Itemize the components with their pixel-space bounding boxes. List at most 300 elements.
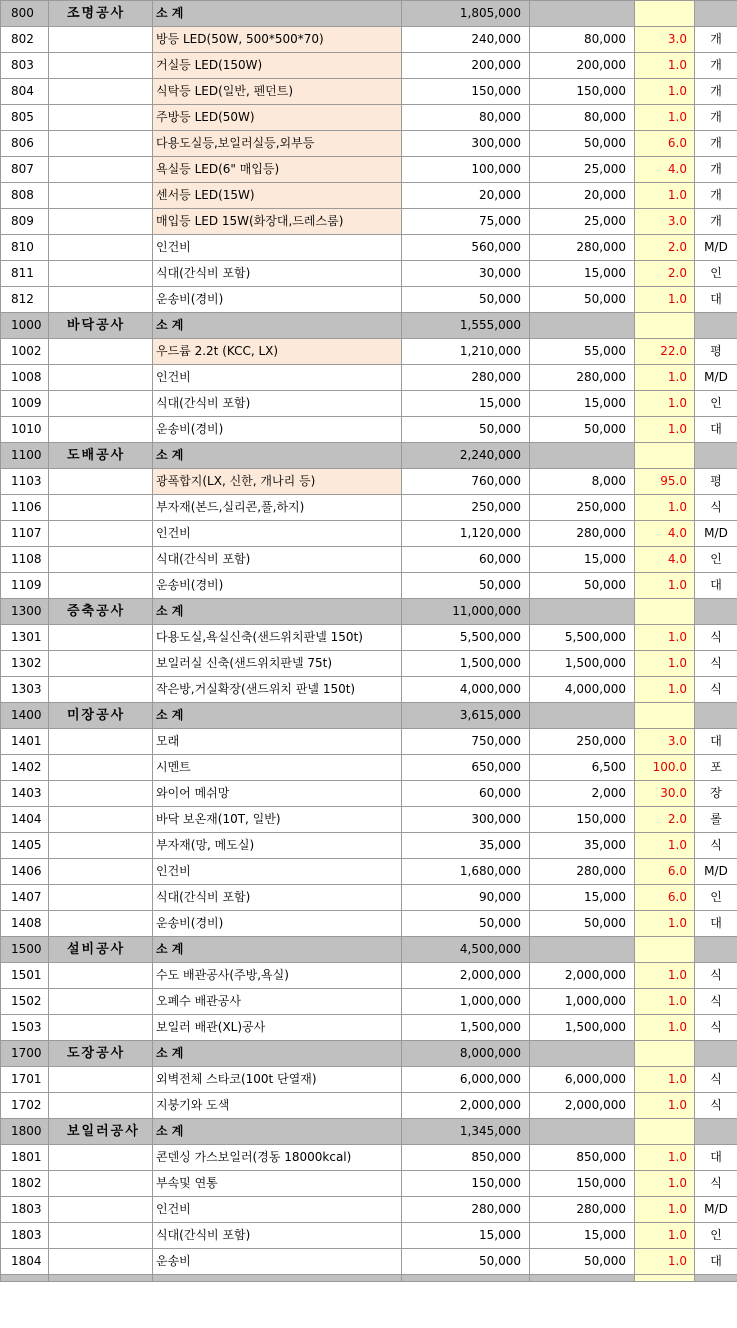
qty-cell[interactable]: 1.0 [635, 1249, 695, 1275]
item-name-cell[interactable]: 바닥 보온재(10T, 일반) [153, 807, 402, 833]
unit-price-cell[interactable]: 150,000 [530, 1171, 635, 1197]
unit-cell[interactable]: 인 [695, 391, 737, 417]
unit-price-cell[interactable]: 15,000 [530, 885, 635, 911]
unit-price-cell[interactable]: 250,000 [530, 495, 635, 521]
unit-price-cell[interactable] [530, 937, 635, 963]
item-name-cell[interactable]: 식대(간식비 포함) [153, 547, 402, 573]
qty-cell[interactable]: 1.0 [635, 677, 695, 703]
qty-cell[interactable]: 1.0 [635, 1093, 695, 1119]
code-cell[interactable]: 1500 [1, 937, 49, 963]
unit-cell[interactable] [695, 443, 737, 469]
unit-price-cell[interactable]: 25,000 [530, 157, 635, 183]
qty-cell[interactable]: 1.0 [635, 1171, 695, 1197]
qty-cell[interactable] [635, 703, 695, 729]
code-cell[interactable]: 812 [1, 287, 49, 313]
qty-cell[interactable]: 1.0 [635, 963, 695, 989]
qty-cell[interactable]: 95.0 [635, 469, 695, 495]
amount-cell[interactable]: 50,000 [402, 911, 530, 937]
unit-cell[interactable]: 개 [695, 53, 737, 79]
item-name-cell[interactable]: 식탁등 LED(일반, 펜던트) [153, 79, 402, 105]
unit-cell[interactable]: M/D [695, 521, 737, 547]
subtotal-label-cell[interactable]: 소 계 [153, 1119, 402, 1145]
subtotal-amount-cell[interactable]: 2,240,000 [402, 443, 530, 469]
unit-price-cell[interactable]: 280,000 [530, 1197, 635, 1223]
unit-price-cell[interactable]: 5,500,000 [530, 625, 635, 651]
item-name-cell[interactable]: 매입등 LED 15W(화장대,드레스룸) [153, 209, 402, 235]
item-name-cell[interactable]: 식대(간식비 포함) [153, 391, 402, 417]
amount-cell[interactable]: 15,000 [402, 1223, 530, 1249]
unit-cell[interactable]: 롤 [695, 807, 737, 833]
item-name-cell[interactable]: 모래 [153, 729, 402, 755]
item-name-cell[interactable]: 운송비(경비) [153, 417, 402, 443]
qty-cell[interactable]: 1.0 [635, 53, 695, 79]
code-cell[interactable]: 1002 [1, 339, 49, 365]
item-name-cell[interactable]: 운송비(경비) [153, 287, 402, 313]
code-cell[interactable]: 800 [1, 1, 49, 27]
amount-cell[interactable]: 60,000 [402, 781, 530, 807]
code-cell[interactable]: 1402 [1, 755, 49, 781]
unit-cell[interactable]: 개 [695, 183, 737, 209]
unit-cell[interactable]: M/D [695, 859, 737, 885]
amount-cell[interactable]: 20,000 [402, 183, 530, 209]
category-cell[interactable] [49, 105, 153, 131]
item-name-cell[interactable]: 외벽전체 스타코(100t 단열재) [153, 1067, 402, 1093]
qty-cell[interactable]: 1.0 [635, 833, 695, 859]
code-cell[interactable]: 1804 [1, 1249, 49, 1275]
qty-cell[interactable]: 2.0 [635, 261, 695, 287]
item-name-cell[interactable]: 운송비(경비) [153, 573, 402, 599]
qty-cell[interactable]: 4.0 [635, 157, 695, 183]
unit-cell[interactable]: M/D [695, 365, 737, 391]
amount-cell[interactable]: 80,000 [402, 105, 530, 131]
category-cell[interactable] [49, 287, 153, 313]
unit-cell[interactable]: M/D [695, 235, 737, 261]
qty-cell[interactable]: 2.0 [635, 807, 695, 833]
item-name-cell[interactable]: 지붕기와 도색 [153, 1093, 402, 1119]
item-name-cell[interactable]: 식대(간식비 포함) [153, 1223, 402, 1249]
code-cell[interactable]: 1803 [1, 1197, 49, 1223]
qty-cell[interactable] [635, 1119, 695, 1145]
amount-cell[interactable]: 1,120,000 [402, 521, 530, 547]
category-cell[interactable] [49, 1015, 153, 1041]
code-cell[interactable]: 1407 [1, 885, 49, 911]
unit-price-cell[interactable]: 2,000,000 [530, 963, 635, 989]
category-cell[interactable] [49, 183, 153, 209]
qty-cell[interactable]: 1.0 [635, 911, 695, 937]
unit-price-cell[interactable] [530, 1, 635, 27]
amount-cell[interactable]: 2,000,000 [402, 1093, 530, 1119]
item-name-cell[interactable]: 센서등 LED(15W) [153, 183, 402, 209]
category-cell[interactable] [49, 989, 153, 1015]
category-cell[interactable]: 도배공사 [49, 443, 153, 469]
unit-price-cell[interactable]: 150,000 [530, 807, 635, 833]
code-cell[interactable]: 1400 [1, 703, 49, 729]
code-cell[interactable]: 808 [1, 183, 49, 209]
amount-cell[interactable]: 300,000 [402, 807, 530, 833]
amount-cell[interactable]: 4,000,000 [402, 677, 530, 703]
item-name-cell[interactable]: 부속및 연통 [153, 1171, 402, 1197]
category-cell[interactable] [49, 573, 153, 599]
unit-price-cell[interactable] [530, 313, 635, 339]
qty-cell[interactable]: 1.0 [635, 1015, 695, 1041]
amount-cell[interactable]: 6,000,000 [402, 1067, 530, 1093]
amount-cell[interactable]: 560,000 [402, 235, 530, 261]
unit-cell[interactable]: 개 [695, 157, 737, 183]
unit-cell[interactable]: 개 [695, 79, 737, 105]
category-cell[interactable] [49, 859, 153, 885]
partial-cell[interactable] [1, 1275, 49, 1282]
category-cell[interactable] [49, 677, 153, 703]
unit-price-cell[interactable]: 35,000 [530, 833, 635, 859]
unit-price-cell[interactable]: 15,000 [530, 1223, 635, 1249]
category-cell[interactable] [49, 157, 153, 183]
unit-price-cell[interactable]: 55,000 [530, 339, 635, 365]
qty-cell[interactable]: 1.0 [635, 573, 695, 599]
unit-cell[interactable]: 식 [695, 833, 737, 859]
item-name-cell[interactable]: 부자재(망, 메도실) [153, 833, 402, 859]
subtotal-amount-cell[interactable]: 8,000,000 [402, 1041, 530, 1067]
code-cell[interactable]: 1107 [1, 521, 49, 547]
unit-cell[interactable]: 대 [695, 1249, 737, 1275]
code-cell[interactable]: 807 [1, 157, 49, 183]
qty-cell[interactable]: 1.0 [635, 1067, 695, 1093]
unit-cell[interactable] [695, 313, 737, 339]
unit-price-cell[interactable]: 1,000,000 [530, 989, 635, 1015]
unit-cell[interactable]: 인 [695, 261, 737, 287]
unit-price-cell[interactable]: 200,000 [530, 53, 635, 79]
qty-cell[interactable]: 1.0 [635, 391, 695, 417]
category-cell[interactable] [49, 755, 153, 781]
category-cell[interactable] [49, 261, 153, 287]
category-cell[interactable] [49, 963, 153, 989]
qty-cell[interactable]: 1.0 [635, 989, 695, 1015]
item-name-cell[interactable]: 운송비 [153, 1249, 402, 1275]
subtotal-label-cell[interactable]: 소 계 [153, 703, 402, 729]
unit-cell[interactable]: 식 [695, 625, 737, 651]
unit-cell[interactable] [695, 1119, 737, 1145]
code-cell[interactable]: 810 [1, 235, 49, 261]
item-name-cell[interactable]: 다용도실,욕실신축(샌드위치판넬 150t) [153, 625, 402, 651]
code-cell[interactable]: 1103 [1, 469, 49, 495]
unit-cell[interactable]: 식 [695, 495, 737, 521]
subtotal-amount-cell[interactable]: 1,555,000 [402, 313, 530, 339]
amount-cell[interactable]: 15,000 [402, 391, 530, 417]
unit-cell[interactable]: 인 [695, 547, 737, 573]
amount-cell[interactable]: 30,000 [402, 261, 530, 287]
code-cell[interactable]: 1701 [1, 1067, 49, 1093]
unit-cell[interactable] [695, 599, 737, 625]
amount-cell[interactable]: 1,210,000 [402, 339, 530, 365]
subtotal-amount-cell[interactable]: 1,345,000 [402, 1119, 530, 1145]
unit-price-cell[interactable]: 280,000 [530, 521, 635, 547]
unit-price-cell[interactable]: 8,000 [530, 469, 635, 495]
category-cell[interactable] [49, 1249, 153, 1275]
unit-price-cell[interactable]: 50,000 [530, 1249, 635, 1275]
code-cell[interactable]: 1408 [1, 911, 49, 937]
qty-cell[interactable] [635, 313, 695, 339]
unit-cell[interactable]: 개 [695, 105, 737, 131]
unit-price-cell[interactable]: 2,000,000 [530, 1093, 635, 1119]
subtotal-amount-cell[interactable]: 3,615,000 [402, 703, 530, 729]
unit-price-cell[interactable]: 2,000 [530, 781, 635, 807]
category-cell[interactable] [49, 833, 153, 859]
subtotal-label-cell[interactable]: 소 계 [153, 443, 402, 469]
item-name-cell[interactable]: 인건비 [153, 1197, 402, 1223]
unit-price-cell[interactable]: 280,000 [530, 365, 635, 391]
code-cell[interactable]: 809 [1, 209, 49, 235]
category-cell[interactable] [49, 365, 153, 391]
code-cell[interactable]: 1302 [1, 651, 49, 677]
item-name-cell[interactable]: 인건비 [153, 521, 402, 547]
code-cell[interactable]: 1503 [1, 1015, 49, 1041]
subtotal-amount-cell[interactable]: 11,000,000 [402, 599, 530, 625]
amount-cell[interactable]: 50,000 [402, 573, 530, 599]
unit-price-cell[interactable] [530, 703, 635, 729]
code-cell[interactable]: 1404 [1, 807, 49, 833]
code-cell[interactable]: 1405 [1, 833, 49, 859]
qty-cell[interactable]: 1.0 [635, 79, 695, 105]
code-cell[interactable]: 1802 [1, 1171, 49, 1197]
item-name-cell[interactable]: 콘덴싱 가스보일러(경동 18000kcal) [153, 1145, 402, 1171]
code-cell[interactable]: 806 [1, 131, 49, 157]
amount-cell[interactable]: 280,000 [402, 365, 530, 391]
category-cell[interactable] [49, 495, 153, 521]
unit-cell[interactable]: 대 [695, 729, 737, 755]
code-cell[interactable]: 1010 [1, 417, 49, 443]
amount-cell[interactable]: 850,000 [402, 1145, 530, 1171]
code-cell[interactable]: 1008 [1, 365, 49, 391]
unit-cell[interactable]: 대 [695, 417, 737, 443]
amount-cell[interactable]: 200,000 [402, 53, 530, 79]
unit-price-cell[interactable]: 280,000 [530, 859, 635, 885]
amount-cell[interactable]: 60,000 [402, 547, 530, 573]
item-name-cell[interactable]: 인건비 [153, 859, 402, 885]
unit-cell[interactable]: 인 [695, 885, 737, 911]
qty-cell[interactable]: 1.0 [635, 1223, 695, 1249]
qty-cell[interactable]: 1.0 [635, 495, 695, 521]
unit-cell[interactable]: 포 [695, 755, 737, 781]
item-name-cell[interactable]: 시멘트 [153, 755, 402, 781]
unit-cell[interactable]: 대 [695, 573, 737, 599]
unit-price-cell[interactable]: 15,000 [530, 391, 635, 417]
amount-cell[interactable]: 750,000 [402, 729, 530, 755]
unit-price-cell[interactable]: 80,000 [530, 105, 635, 131]
item-name-cell[interactable]: 오폐수 배관공사 [153, 989, 402, 1015]
category-cell[interactable] [49, 391, 153, 417]
unit-price-cell[interactable]: 80,000 [530, 27, 635, 53]
code-cell[interactable]: 1502 [1, 989, 49, 1015]
category-cell[interactable] [49, 625, 153, 651]
qty-cell[interactable]: 1.0 [635, 1197, 695, 1223]
unit-price-cell[interactable]: 4,000,000 [530, 677, 635, 703]
code-cell[interactable]: 1501 [1, 963, 49, 989]
category-cell[interactable] [49, 339, 153, 365]
qty-cell[interactable]: 6.0 [635, 885, 695, 911]
amount-cell[interactable]: 250,000 [402, 495, 530, 521]
amount-cell[interactable]: 2,000,000 [402, 963, 530, 989]
item-name-cell[interactable]: 인건비 [153, 365, 402, 391]
unit-cell[interactable]: 식 [695, 1093, 737, 1119]
category-cell[interactable] [49, 521, 153, 547]
subtotal-amount-cell[interactable]: 1,805,000 [402, 1, 530, 27]
unit-price-cell[interactable]: 25,000 [530, 209, 635, 235]
unit-cell[interactable]: 식 [695, 1067, 737, 1093]
qty-cell[interactable]: 6.0 [635, 131, 695, 157]
unit-price-cell[interactable]: 1,500,000 [530, 651, 635, 677]
subtotal-amount-cell[interactable]: 4,500,000 [402, 937, 530, 963]
unit-price-cell[interactable]: 6,500 [530, 755, 635, 781]
code-cell[interactable]: 804 [1, 79, 49, 105]
qty-cell[interactable]: 1.0 [635, 651, 695, 677]
category-cell[interactable]: 도장공사 [49, 1041, 153, 1067]
amount-cell[interactable]: 240,000 [402, 27, 530, 53]
amount-cell[interactable]: 1,500,000 [402, 1015, 530, 1041]
unit-price-cell[interactable] [530, 443, 635, 469]
unit-cell[interactable]: 개 [695, 209, 737, 235]
unit-price-cell[interactable]: 1,500,000 [530, 1015, 635, 1041]
category-cell[interactable] [49, 235, 153, 261]
amount-cell[interactable]: 5,500,000 [402, 625, 530, 651]
code-cell[interactable]: 1000 [1, 313, 49, 339]
item-name-cell[interactable]: 작은방,거실확장(샌드위치 판넬 150t) [153, 677, 402, 703]
partial-cell[interactable] [153, 1275, 402, 1282]
item-name-cell[interactable]: 운송비(경비) [153, 911, 402, 937]
subtotal-label-cell[interactable]: 소 계 [153, 313, 402, 339]
category-cell[interactable] [49, 1145, 153, 1171]
qty-cell[interactable]: 30.0 [635, 781, 695, 807]
category-cell[interactable]: 바닥공사 [49, 313, 153, 339]
unit-price-cell[interactable]: 6,000,000 [530, 1067, 635, 1093]
unit-cell[interactable]: 식 [695, 963, 737, 989]
qty-cell[interactable]: 1.0 [635, 365, 695, 391]
unit-price-cell[interactable]: 50,000 [530, 131, 635, 157]
amount-cell[interactable]: 150,000 [402, 79, 530, 105]
partial-cell[interactable] [402, 1275, 530, 1282]
code-cell[interactable]: 1108 [1, 547, 49, 573]
amount-cell[interactable]: 90,000 [402, 885, 530, 911]
unit-price-cell[interactable]: 15,000 [530, 261, 635, 287]
category-cell[interactable] [49, 807, 153, 833]
unit-price-cell[interactable]: 250,000 [530, 729, 635, 755]
amount-cell[interactable]: 35,000 [402, 833, 530, 859]
qty-cell[interactable]: 2.0 [635, 235, 695, 261]
item-name-cell[interactable]: 광폭합지(LX, 신한, 개나리 등) [153, 469, 402, 495]
unit-price-cell[interactable]: 50,000 [530, 287, 635, 313]
qty-cell[interactable] [635, 599, 695, 625]
qty-cell[interactable]: 22.0 [635, 339, 695, 365]
category-cell[interactable] [49, 53, 153, 79]
code-cell[interactable]: 1406 [1, 859, 49, 885]
category-cell[interactable] [49, 651, 153, 677]
code-cell[interactable]: 802 [1, 27, 49, 53]
amount-cell[interactable]: 75,000 [402, 209, 530, 235]
unit-cell[interactable]: 개 [695, 27, 737, 53]
category-cell[interactable]: 설비공사 [49, 937, 153, 963]
qty-cell[interactable]: 3.0 [635, 729, 695, 755]
category-cell[interactable] [49, 79, 153, 105]
qty-cell[interactable]: 1.0 [635, 1145, 695, 1171]
category-cell[interactable] [49, 781, 153, 807]
unit-cell[interactable]: 대 [695, 1145, 737, 1171]
code-cell[interactable]: 1700 [1, 1041, 49, 1067]
unit-cell[interactable]: 식 [695, 1171, 737, 1197]
code-cell[interactable]: 1303 [1, 677, 49, 703]
qty-cell[interactable] [635, 443, 695, 469]
category-cell[interactable] [49, 469, 153, 495]
unit-cell[interactable] [695, 1, 737, 27]
category-cell[interactable] [49, 729, 153, 755]
code-cell[interactable]: 1702 [1, 1093, 49, 1119]
item-name-cell[interactable]: 방등 LED(50W, 500*500*70) [153, 27, 402, 53]
category-cell[interactable] [49, 417, 153, 443]
item-name-cell[interactable]: 와이어 메쉬망 [153, 781, 402, 807]
unit-price-cell[interactable]: 150,000 [530, 79, 635, 105]
unit-cell[interactable] [695, 1041, 737, 1067]
code-cell[interactable]: 1109 [1, 573, 49, 599]
code-cell[interactable]: 1403 [1, 781, 49, 807]
code-cell[interactable]: 1401 [1, 729, 49, 755]
amount-cell[interactable]: 50,000 [402, 1249, 530, 1275]
item-name-cell[interactable]: 보일러실 신축(샌드위치판넬 75t) [153, 651, 402, 677]
unit-cell[interactable]: 식 [695, 651, 737, 677]
category-cell[interactable]: 증축공사 [49, 599, 153, 625]
partial-cell[interactable] [695, 1275, 737, 1282]
unit-cell[interactable]: 식 [695, 677, 737, 703]
amount-cell[interactable]: 100,000 [402, 157, 530, 183]
amount-cell[interactable]: 760,000 [402, 469, 530, 495]
subtotal-label-cell[interactable]: 소 계 [153, 937, 402, 963]
unit-price-cell[interactable]: 20,000 [530, 183, 635, 209]
unit-price-cell[interactable]: 50,000 [530, 911, 635, 937]
amount-cell[interactable]: 150,000 [402, 1171, 530, 1197]
item-name-cell[interactable]: 욕실등 LED(6" 매입등) [153, 157, 402, 183]
code-cell[interactable]: 1009 [1, 391, 49, 417]
unit-cell[interactable]: 식 [695, 1015, 737, 1041]
partial-cell[interactable] [635, 1275, 695, 1282]
unit-price-cell[interactable] [530, 1041, 635, 1067]
subtotal-label-cell[interactable]: 소 계 [153, 1, 402, 27]
qty-cell[interactable]: 3.0 [635, 209, 695, 235]
unit-cell[interactable] [695, 937, 737, 963]
unit-cell[interactable]: 대 [695, 911, 737, 937]
item-name-cell[interactable]: 거실등 LED(150W) [153, 53, 402, 79]
unit-cell[interactable]: 대 [695, 287, 737, 313]
code-cell[interactable]: 803 [1, 53, 49, 79]
qty-cell[interactable]: 4.0 [635, 521, 695, 547]
qty-cell[interactable]: 4.0 [635, 547, 695, 573]
unit-price-cell[interactable]: 280,000 [530, 235, 635, 261]
category-cell[interactable] [49, 1067, 153, 1093]
amount-cell[interactable]: 50,000 [402, 287, 530, 313]
unit-cell[interactable]: 개 [695, 131, 737, 157]
unit-price-cell[interactable]: 850,000 [530, 1145, 635, 1171]
category-cell[interactable] [49, 1223, 153, 1249]
code-cell[interactable]: 1301 [1, 625, 49, 651]
item-name-cell[interactable]: 수도 배관공사(주방,욕실) [153, 963, 402, 989]
qty-cell[interactable]: 1.0 [635, 625, 695, 651]
partial-cell[interactable] [49, 1275, 153, 1282]
code-cell[interactable]: 805 [1, 105, 49, 131]
category-cell[interactable] [49, 885, 153, 911]
unit-cell[interactable] [695, 703, 737, 729]
code-cell[interactable]: 1100 [1, 443, 49, 469]
unit-cell[interactable]: 평 [695, 339, 737, 365]
item-name-cell[interactable]: 식대(간식비 포함) [153, 885, 402, 911]
category-cell[interactable] [49, 547, 153, 573]
category-cell[interactable]: 조명공사 [49, 1, 153, 27]
amount-cell[interactable]: 650,000 [402, 755, 530, 781]
qty-cell[interactable] [635, 937, 695, 963]
